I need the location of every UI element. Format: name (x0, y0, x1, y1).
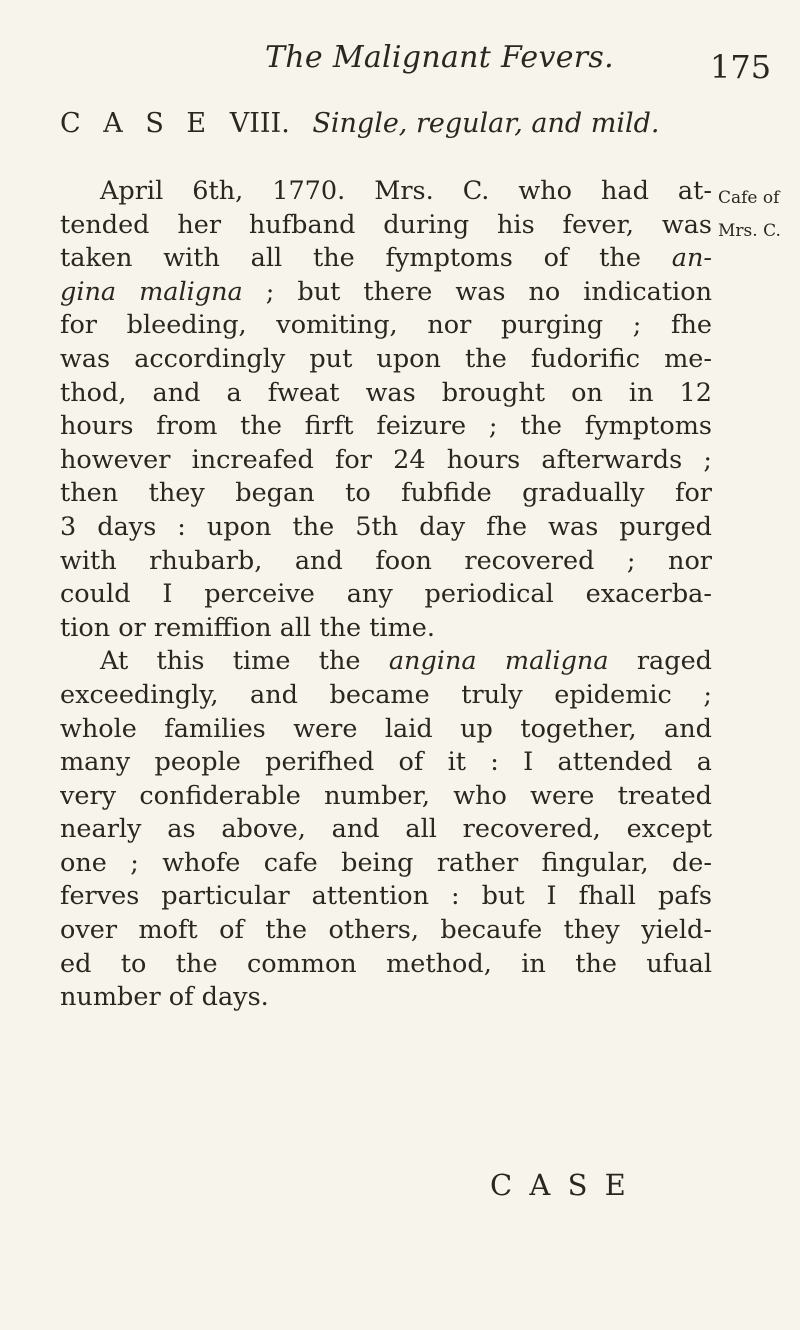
text-segment: At this time the (100, 646, 389, 677)
text-segment: nearly as above, and all recovered, except (60, 814, 712, 845)
text-segment: however increafed for 24 hours afterwards ; (60, 444, 712, 475)
text-line (60, 914, 712, 948)
text-segment: number of days. (60, 982, 269, 1013)
text-segment: tended her hufband during his fever, was (60, 209, 712, 240)
text-segment: raged (608, 646, 712, 677)
text-segment: for bleeding, vomiting, nor purging ; fhe (60, 310, 712, 341)
running-title: The Malignant Fevers. (265, 40, 614, 75)
text-line (60, 309, 712, 343)
text-line (60, 276, 712, 310)
page-number: 175 (710, 48, 772, 86)
text-line (60, 545, 712, 579)
text-line (60, 175, 712, 209)
text-line (60, 981, 712, 1015)
text-segment: hours from the firft feizure ; the fymptoms (60, 411, 712, 442)
text-segment: could I perceive any periodical exacerba- (60, 579, 712, 610)
case-label: C A S E (60, 108, 214, 139)
text-segment: ed to the common method, in the ufual (60, 948, 712, 979)
text-line (60, 780, 712, 814)
margin-note-line-1: Cafe of (718, 188, 780, 208)
text-segment: whole families were laid up together, and (60, 713, 712, 744)
text-segment: ferves particular attention : but I fhall pafs (60, 881, 712, 912)
text-line (60, 679, 712, 713)
body-text (60, 175, 712, 1015)
case-heading (60, 108, 659, 139)
text-segment: ; but there was no indication (242, 276, 712, 307)
text-segment: tion or remiffion all the time. (60, 612, 435, 643)
text-line (60, 847, 712, 881)
text-line (60, 578, 712, 612)
text-line (60, 343, 712, 377)
text-line (60, 477, 712, 511)
text-line (60, 410, 712, 444)
italic-text-segment: gina maligna (60, 276, 243, 307)
text-segment: was accordingly put upon the fudorific me- (60, 343, 712, 374)
text-line (60, 612, 712, 646)
catchword: C A S E (490, 1168, 630, 1202)
text-line (60, 511, 712, 545)
text-line (60, 242, 712, 276)
text-line (60, 880, 712, 914)
text-segment: exceedingly, and became truly epidemic ; (60, 679, 712, 710)
text-line (60, 377, 712, 411)
text-line (60, 444, 712, 478)
text-line (60, 746, 712, 780)
text-line (60, 209, 712, 243)
text-segment: April 6th, 1770. Mrs. C. who had at- (100, 176, 712, 206)
text-segment: very confiderable number, who were treated (60, 780, 712, 811)
text-segment: taken with all the fymptoms of the (60, 243, 672, 274)
text-segment: one ; whofe cafe being rather fingular, de- (60, 847, 712, 878)
text-line (60, 713, 712, 747)
text-line (60, 645, 712, 679)
text-segment: then they began to fubfide gradually for (60, 478, 712, 509)
text-segment: thod, and a fweat was brought on in 12 (60, 377, 712, 408)
text-line (60, 813, 712, 847)
italic-text-segment: angina maligna (388, 646, 609, 677)
italic-text-segment: an- (671, 243, 712, 274)
text-segment: many people perifhed of it : I attended a (60, 747, 712, 778)
case-number: VIII. (229, 108, 290, 139)
margin-note-line-2: Mrs. C. (718, 221, 781, 241)
text-segment: 3 days : upon the 5th day fhe was purged (60, 511, 712, 542)
case-description: Single, regular, and mild. (312, 108, 660, 139)
text-line (60, 948, 712, 982)
text-segment: over moft of the others, becaufe they yield- (60, 915, 712, 946)
text-segment: with rhubarb, and foon recovered ; nor (60, 545, 712, 576)
